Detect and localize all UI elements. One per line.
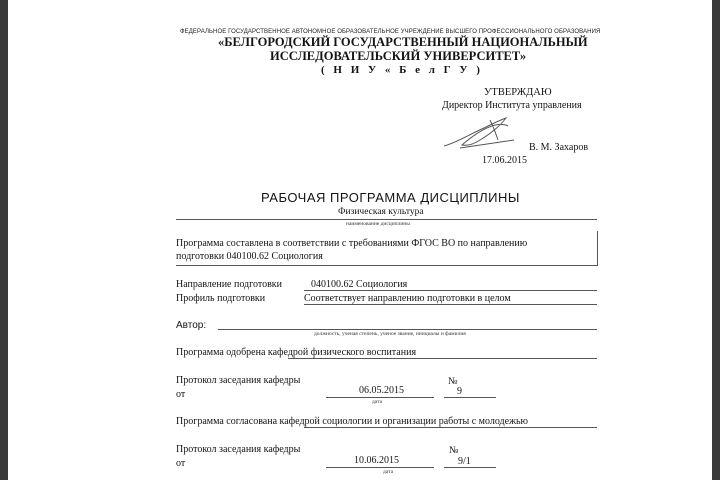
university-name-line1: «БЕЛГОРОДСКИЙ ГОСУДАРСТВЕННЫЙ НАЦИОНАЛЬНЫЙ bbox=[218, 35, 588, 49]
document-title: РАБОЧАЯ ПРОГРАММА ДИСЦИПЛИНЫ bbox=[261, 190, 520, 205]
profile-value: Соответствует направлению подготовки в целом bbox=[304, 293, 511, 304]
protocol1-date-underline bbox=[326, 397, 434, 398]
protocol2-date-caption: дата bbox=[383, 469, 394, 475]
direction-label: Направление подготовки bbox=[176, 279, 283, 290]
approved-by-text: Программа одобрена кафедрой физического воспитания bbox=[176, 347, 417, 358]
approval-position: Директор Института управления bbox=[442, 100, 582, 111]
protocol2-no-label: № bbox=[449, 445, 459, 456]
protocol1-no-label: № bbox=[448, 376, 458, 387]
direction-value: 040100.62 Социология bbox=[311, 279, 408, 290]
agreed-underline bbox=[304, 427, 597, 428]
protocol1-from: от bbox=[176, 389, 186, 400]
author-underline bbox=[218, 329, 597, 330]
author-caption: должность, ученая степень, ученое звание, инициалы и фамилия bbox=[314, 331, 466, 337]
discipline-name: Физическая культура bbox=[338, 207, 424, 217]
founder-text: ФЕДЕРАЛЬНОЕ ГОСУДАРСТВЕННОЕ АВТОНОМНОЕ ОБРАЗОВАТЕЛЬНОЕ УЧРЕЖДЕНИЕ ВЫСШЕГО ПРОФЕССИОНАЛЬНОГО ОБРАЗОВАНИЯ bbox=[180, 29, 601, 35]
protocol2-date: 10.06.2015 bbox=[354, 455, 399, 466]
compiled-text-line2: подготовки 040100.62 Социология bbox=[176, 251, 323, 262]
discipline-caption: наименование дисциплины bbox=[346, 221, 410, 227]
protocol1-date: 06.05.2015 bbox=[359, 385, 404, 396]
protocol2-from: от bbox=[176, 458, 186, 469]
protocol2-date-underline bbox=[326, 467, 434, 468]
university-short-name: ( Н И У « Б е л Г У ) bbox=[321, 64, 483, 76]
agreed-by-text: Программа согласована кафедрой социологии и организации работы с молодежью bbox=[176, 416, 529, 427]
direction-underline bbox=[304, 290, 597, 291]
compiled-text-line1: Программа составлена в соответствии с требованиями ФГОС ВО по направлению bbox=[176, 238, 528, 249]
profile-underline bbox=[304, 304, 597, 305]
discipline-underline bbox=[176, 219, 597, 220]
protocol2-no-underline bbox=[444, 467, 496, 468]
signature-icon bbox=[440, 112, 520, 154]
compiled-frame bbox=[176, 231, 598, 266]
profile-label: Профиль подготовки bbox=[176, 293, 266, 304]
approval-date: 17.06.2015 bbox=[482, 155, 527, 166]
document-page bbox=[8, 0, 712, 480]
university-name-line2: ИССЛЕДОВАТЕЛЬСКИЙ УНИВЕРСИТЕТ» bbox=[270, 49, 527, 63]
author-label: Автор: bbox=[176, 320, 207, 331]
approval-label: УТВЕРЖДАЮ bbox=[484, 87, 552, 98]
approval-name: В. М. Захаров bbox=[529, 142, 589, 153]
protocol1-no-underline bbox=[444, 397, 496, 398]
protocol2-number: 9/1 bbox=[458, 456, 471, 467]
approved-underline bbox=[288, 358, 597, 359]
protocol2-label: Протокол заседания кафедры bbox=[176, 444, 301, 455]
protocol1-number: 9 bbox=[457, 386, 462, 397]
protocol1-label: Протокол заседания кафедры bbox=[176, 375, 301, 386]
protocol1-date-caption: дата bbox=[372, 399, 383, 405]
